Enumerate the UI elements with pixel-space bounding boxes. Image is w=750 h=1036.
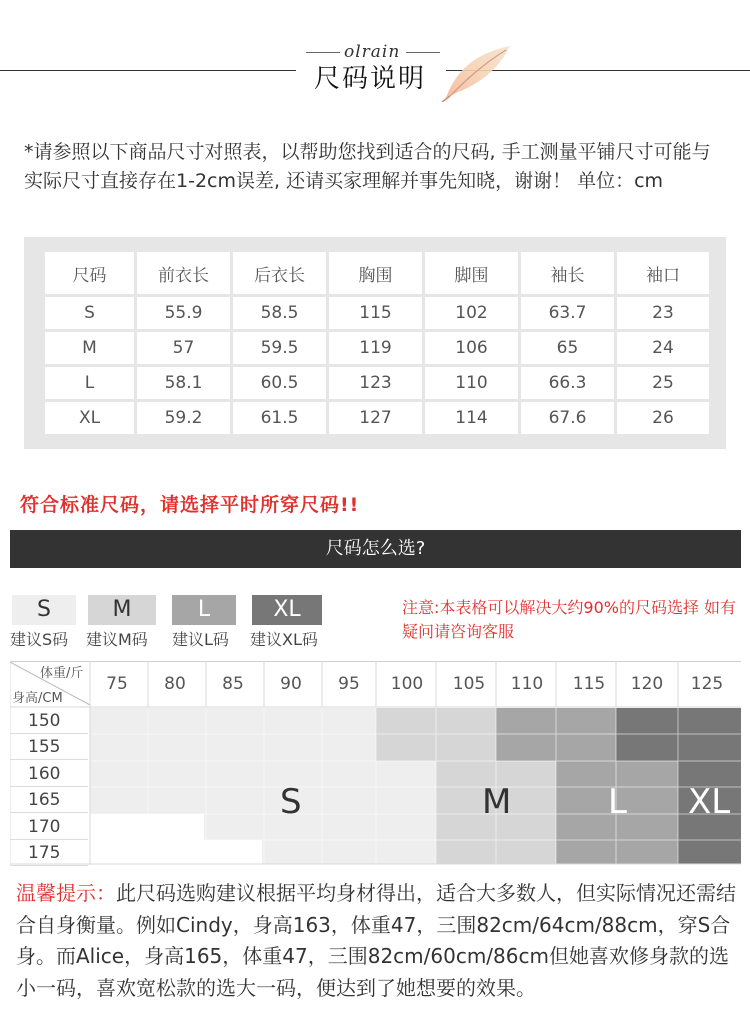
table-cell: 60.5 — [233, 367, 326, 399]
tip-label: 温馨提示： — [16, 881, 116, 905]
weight-tick: 75 — [106, 674, 128, 694]
legend-swatch-l: L — [172, 595, 236, 625]
weight-tick: 90 — [280, 674, 302, 694]
table-cell: 61.5 — [233, 402, 326, 434]
table-cell: S — [45, 297, 134, 329]
table-cell: 65 — [521, 332, 614, 364]
table-row — [45, 367, 709, 399]
zone-label-xl: XL — [688, 782, 731, 822]
height-tick: 155 — [10, 734, 88, 760]
weight-tick: 85 — [222, 674, 244, 694]
size-advice-note: 符合标准尺码，请选择平时所穿尺码!! — [20, 494, 360, 516]
table-cell: 58.5 — [233, 297, 326, 329]
table-cell: 102 — [425, 297, 518, 329]
table-cell: 55.9 — [137, 297, 230, 329]
weight-tick: 100 — [390, 674, 424, 694]
brand-rule-left — [306, 52, 340, 53]
height-tick: 165 — [10, 787, 88, 813]
table-cell: 26 — [617, 402, 709, 434]
table-header-cell: 后衣长 — [233, 252, 326, 294]
table-row — [45, 402, 709, 434]
table-cell: 59.2 — [137, 402, 230, 434]
size-table-panel — [24, 237, 726, 449]
table-cell: 59.5 — [233, 332, 326, 364]
table-header-cell: 袖口 — [617, 252, 709, 294]
weight-tick: 115 — [572, 674, 606, 694]
weight-tick: 95 — [338, 674, 360, 694]
height-axis-label: 身高/CM — [12, 691, 63, 706]
section-title-bar: 尺码怎么选? — [10, 530, 741, 568]
table-cell: 115 — [329, 297, 422, 329]
weight-tick: 110 — [510, 674, 544, 694]
table-header-cell: 脚围 — [425, 252, 518, 294]
height-tick: 150 — [10, 708, 88, 734]
table-cell: 63.7 — [521, 297, 614, 329]
zone-label-l: L — [608, 782, 627, 822]
brand-rule-right — [406, 52, 440, 53]
intro-text: *请参照以下商品尺寸对照表，以帮助您找到适合的尺码, 手工测量平铺尺寸可能与实际尺寸直接存在1-2cm误差, 还请买家理解并事先知晓，谢谢！ 单位：cm — [24, 141, 711, 192]
legend-swatch-s: S — [12, 595, 76, 625]
table-cell: 23 — [617, 297, 709, 329]
table-header-cell: 前衣长 — [137, 252, 230, 294]
table-cell: 25 — [617, 367, 709, 399]
weight-tick: 120 — [630, 674, 664, 694]
weight-tick: 105 — [452, 674, 486, 694]
table-cell: L — [45, 367, 134, 399]
table-cell: XL — [45, 402, 134, 434]
table-header-cell: 袖长 — [521, 252, 614, 294]
table-cell: 123 — [329, 367, 422, 399]
table-cell: 119 — [329, 332, 422, 364]
table-cell: 57 — [137, 332, 230, 364]
weight-axis-label: 体重/斤 — [40, 666, 84, 681]
height-tick: 170 — [10, 814, 88, 840]
size-table — [42, 249, 712, 437]
table-cell: 67.6 — [521, 402, 614, 434]
height-tick: 160 — [10, 761, 88, 787]
table-cell: 24 — [617, 332, 709, 364]
height-tick: 175 — [10, 840, 88, 866]
table-cell: 114 — [425, 402, 518, 434]
table-row — [45, 297, 709, 329]
zone-label-s: S — [280, 782, 302, 822]
tip-text: 此尺码选购建议根据平均身材得出，适合大多数人，但实际情况还需结合自身衡量。例如Cindy，身高163，体重47，三围82cm/64cm/88cm，穿S合身。而Alice，身高165，体重47，三围82cm/60cm/86cm但她喜欢修身款的选小一码，喜欢宽松款的选大一码，便达到了她想要的效果。 — [16, 881, 736, 1000]
table-cell: 127 — [329, 402, 422, 434]
zone-label-m: M — [482, 782, 512, 822]
page-title: 尺码说明 — [314, 64, 427, 94]
table-cell: 110 — [425, 367, 518, 399]
feather-icon — [440, 40, 516, 102]
table-header-row — [45, 252, 709, 294]
table-cell: 106 — [425, 332, 518, 364]
table-header-cell: 胸围 — [329, 252, 422, 294]
notice-text: 注意:本表格可以解决大约90%的尺码选择 如有疑问请咨询客服 — [402, 598, 737, 641]
tip-paragraph — [16, 878, 738, 1004]
header-rule-left — [0, 70, 296, 71]
legend-swatch-m: M — [88, 595, 156, 625]
brand-logo: olrain — [344, 42, 401, 62]
table-cell: 58.1 — [137, 367, 230, 399]
weight-tick: 80 — [164, 674, 186, 694]
table-row — [45, 332, 709, 364]
legend-swatch-xl: XL — [252, 595, 322, 625]
legend-caption-m: 建议M码 — [86, 630, 148, 649]
legend-caption-l: 建议L码 — [172, 630, 229, 649]
table-header-cell: 尺码 — [45, 252, 134, 294]
chart-gridlines — [10, 661, 741, 865]
table-cell: 66.3 — [521, 367, 614, 399]
table-cell: M — [45, 332, 134, 364]
legend-caption-s: 建议S码 — [10, 630, 69, 649]
weight-tick: 125 — [690, 674, 724, 694]
legend-caption-xl: 建议XL码 — [250, 630, 318, 649]
